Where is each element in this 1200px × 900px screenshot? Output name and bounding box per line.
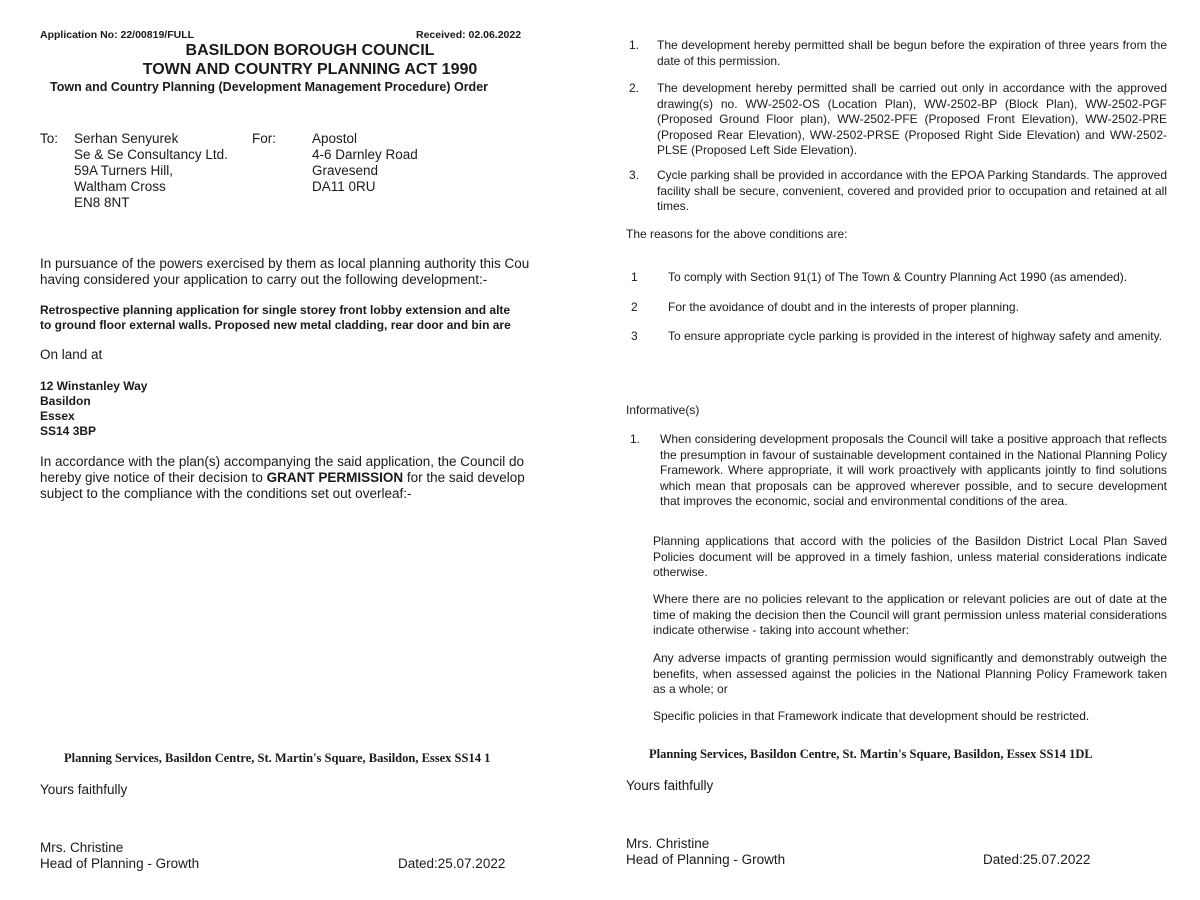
informative-text: Planning applications that accord with the policies of the Basildon District Local Plan Saved Policies document will be approved in a timely fashion, unless material considerations indicate otherwise. bbox=[653, 534, 1167, 579]
reason-number: 2 bbox=[631, 300, 638, 314]
application-number: Application No: 22/00819/FULL bbox=[40, 29, 195, 41]
grant-permission-text: GRANT PERMISSION bbox=[266, 470, 404, 485]
signatory-role: Head of Planning - Growth bbox=[626, 852, 786, 867]
reason-text: To ensure appropriate cycle parking is provided in the interest of highway safety and amenity. bbox=[668, 329, 1163, 343]
development-description: Retrospective planning application for single storey front lobby extension and alte bbox=[40, 303, 511, 317]
condition-number: 2. bbox=[629, 81, 640, 95]
informative-heading: Informative(s) bbox=[626, 403, 700, 417]
condition-number: 1. bbox=[629, 38, 640, 52]
site-address-line: SS14 3BP bbox=[40, 424, 97, 438]
decision-notice-page-1 bbox=[0, 0, 540, 900]
reason-text: For the avoidance of doubt and in the interests of proper planning. bbox=[668, 300, 1019, 314]
signatory-role: Head of Planning - Growth bbox=[40, 856, 200, 871]
informative-text: Any adverse impacts of granting permission would significantly and demonstrably outweigh the benefits, when assessed against the policies in the National Planning Policy Framework taken as a whole; or bbox=[653, 651, 1167, 696]
to-label: To: bbox=[40, 131, 59, 146]
reasons-heading: The reasons for the above conditions are: bbox=[626, 227, 848, 241]
council-name: BASILDON BOROUGH COUNCIL bbox=[185, 42, 435, 59]
office-address-footer: Planning Services, Basildon Centre, St. Martin's Square, Basildon, Essex SS14 1DL bbox=[649, 747, 1093, 761]
agent-line: DA11 0RU bbox=[312, 179, 376, 194]
signatory-name: Mrs. Christine bbox=[626, 836, 710, 851]
site-address-line: Basildon bbox=[40, 394, 91, 408]
site-address-line: Essex bbox=[40, 409, 75, 423]
site-address-line: 12 Winstanley Way bbox=[40, 379, 148, 393]
order-title: Town and Country Planning (Development Management Procedure) Order bbox=[50, 80, 489, 94]
on-land-label: On land at bbox=[40, 347, 103, 362]
reason-number: 3 bbox=[631, 329, 638, 343]
accordance-text: subject to the compliance with the conditions set out overleaf:- bbox=[40, 486, 412, 501]
agent-line: Gravesend bbox=[312, 163, 379, 178]
dated: Dated:25.07.2022 bbox=[983, 852, 1091, 867]
condition-text: The development hereby permitted shall be carried out only in accordance with the approved drawing(s) no. WW-2502-OS (Location Plan), WW-2502-BP (Block Plan), WW-2502-PGF (Proposed Ground Floor plan), WW-2502-PFE (Proposed Front Elevation), WW-2502-PRE (Proposed Rear Elevation), WW-2502-PRSE (Proposed Right Side Elevation) and WW-2502-PLSE (Proposed Left Side Elevation). bbox=[657, 81, 1167, 157]
signatory-name: Mrs. Christine bbox=[40, 840, 124, 855]
informative-text: Where there are no policies relevant to the application or relevant policies are out of date at the time of making the decision then the Council will grant permission unless material considerations indicate otherwise - taking into account whether: bbox=[653, 592, 1167, 637]
decision-notice-page-2 bbox=[600, 0, 1200, 900]
applicant-line: EN8 8NT bbox=[74, 195, 130, 210]
pursuance-text: having considered your application to carry out the following development:- bbox=[40, 272, 488, 287]
condition-text: The development hereby permitted shall be begun before the expiration of three years from the date of this permission. bbox=[657, 38, 1167, 68]
development-description: to ground floor external walls. Proposed new metal cladding, rear door and bin are bbox=[40, 318, 511, 332]
applicant-line: 59A Turners Hill, bbox=[74, 163, 174, 178]
informative-number: 1. bbox=[630, 432, 641, 446]
accordance-text: In accordance with the plan(s) accompanying the said application, the Council do bbox=[40, 454, 525, 469]
pursuance-text: In pursuance of the powers exercised by them as local planning authority this Cou bbox=[40, 256, 530, 271]
closing: Yours faithfully bbox=[40, 782, 128, 797]
reason-number: 1 bbox=[631, 270, 638, 284]
reason-text: To comply with Section 91(1) of The Town & Country Planning Act 1990 (as amended). bbox=[668, 270, 1128, 284]
agent-line: Apostol bbox=[312, 131, 358, 146]
condition-text: Cycle parking shall be provided in accordance with the EPOA Parking Standards. The approved facility shall be secure, convenient, covered and provided prior to occupation and retained at all times. bbox=[657, 168, 1167, 213]
condition-number: 3. bbox=[629, 168, 640, 182]
for-label: For: bbox=[252, 131, 277, 146]
dated: Dated:25.07.2022 bbox=[398, 856, 506, 871]
applicant-line: Serhan Senyurek bbox=[74, 131, 179, 146]
decision-text: hereby give notice of their decision to GRANT PERMISSION for the said develop bbox=[40, 470, 525, 485]
informative-text: Specific policies in that Framework indicate that development should be restricted. bbox=[653, 709, 1090, 723]
applicant-line: Waltham Cross bbox=[74, 179, 166, 194]
closing: Yours faithfully bbox=[626, 778, 714, 793]
act-title: TOWN AND COUNTRY PLANNING ACT 1990 bbox=[142, 61, 478, 78]
received-date: Received: 02.06.2022 bbox=[416, 29, 522, 41]
office-address-footer: Planning Services, Basildon Centre, St. Martin's Square, Basildon, Essex SS14 1 bbox=[64, 751, 491, 765]
agent-line: 4-6 Darnley Road bbox=[312, 147, 418, 162]
informative-text: When considering development proposals the Council will take a positive approach that reflects the presumption in favour of sustainable development contained in the National Planning Policy Framework. Where appropriate, it will work proactively with applicants jointly to find solutions which mean that proposals can be approved wherever possible, and to secure development that improves the economic, social and environmental conditions of the area. bbox=[660, 432, 1167, 508]
applicant-line: Se & Se Consultancy Ltd. bbox=[74, 147, 228, 162]
